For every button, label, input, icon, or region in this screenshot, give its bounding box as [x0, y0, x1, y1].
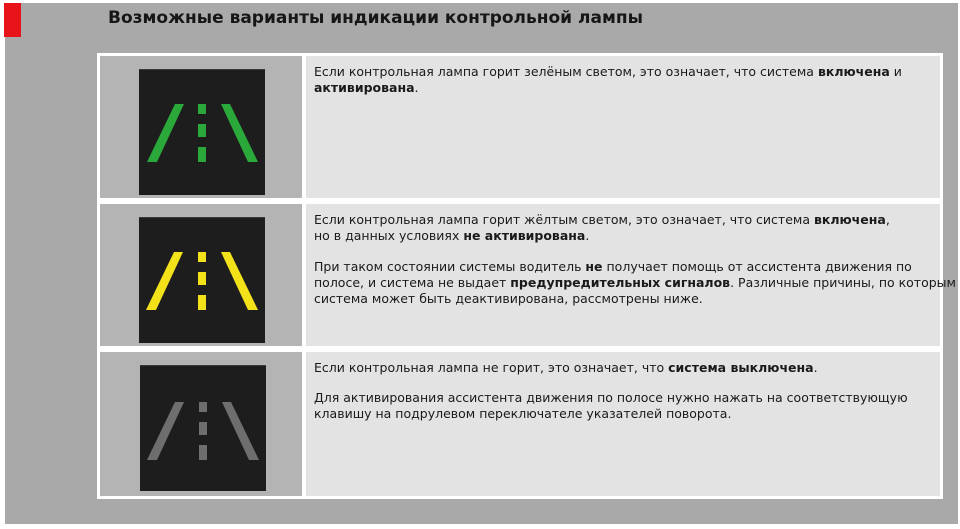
description-line: [314, 390, 936, 406]
emphasis-text: не активирована: [463, 228, 586, 243]
description-line: [314, 291, 936, 307]
text-run: При таком состоянии системы водитель: [314, 259, 586, 274]
emphasis-text: предупредительных сигналов: [510, 275, 731, 290]
page-title: Возможные варианты индикации контрольной лампы: [108, 8, 643, 28]
description-paragraph: [314, 64, 936, 96]
description-cell: [306, 204, 956, 346]
description-line: [314, 80, 936, 96]
text-run: .: [414, 80, 419, 95]
lane-lines-off: [140, 366, 266, 491]
icon-cell: [100, 56, 302, 198]
description-cell: [306, 56, 940, 198]
table-row: [97, 53, 943, 201]
description-paragraph: [314, 390, 936, 422]
icon-cell: [100, 352, 302, 496]
emphasis-text: не: [585, 259, 603, 274]
emphasis-text: включена: [817, 64, 890, 79]
description-line: [314, 275, 956, 291]
description-paragraph: [314, 259, 956, 307]
table-row: [97, 349, 943, 499]
section-marker: [4, 3, 21, 37]
text-run: система может быть деактивирована, рассмотрены ниже.: [314, 291, 703, 306]
indication-table: [97, 53, 956, 499]
emphasis-text: система выключена: [668, 360, 814, 375]
text-run: .: [813, 360, 818, 375]
table-row: [97, 201, 956, 349]
text-run: полосе, и система не выдает: [314, 275, 511, 290]
description-paragraph: [314, 212, 936, 244]
text-run: Если контрольная лампа горит жёлтым светом, это означает, что система: [314, 212, 814, 227]
text-run: и: [889, 64, 902, 79]
icon-cell: [100, 204, 302, 346]
emphasis-text: включена: [813, 212, 886, 227]
description-line: [314, 228, 936, 244]
text-run: . Различные причины, по которым: [730, 275, 956, 290]
description-line: [314, 259, 936, 275]
text-run: Для активирования ассистента движения по полосе нужно нажать на соответствующую: [314, 390, 908, 405]
text-run: клавишу на подрулевом переключателе указателей поворота.: [314, 406, 732, 421]
text-run: Если контрольная лампа не горит, это означает, что: [314, 360, 669, 375]
description-line: [314, 406, 936, 422]
text-run: но в данных условиях: [314, 228, 464, 243]
lane-assist-lamp-green-icon: [139, 69, 265, 195]
text-run: получает помощь от ассистента движения по: [602, 259, 912, 274]
text-run: .: [585, 228, 590, 243]
text-run: Если контрольная лампа горит зелёным светом, это означает, что система: [314, 64, 818, 79]
text-run: ,: [885, 212, 890, 227]
description-line: [314, 64, 936, 80]
description-line: [314, 360, 936, 376]
lane-assist-lamp-yellow-icon: [139, 217, 265, 343]
description-paragraph: [314, 360, 936, 376]
description-cell: [306, 352, 940, 496]
description-line: [314, 212, 936, 228]
lane-lines-yellow: [139, 218, 265, 343]
emphasis-text: активирована: [314, 80, 415, 95]
lane-assist-lamp-off-icon: [140, 365, 266, 491]
lane-lines-green: [139, 70, 265, 195]
